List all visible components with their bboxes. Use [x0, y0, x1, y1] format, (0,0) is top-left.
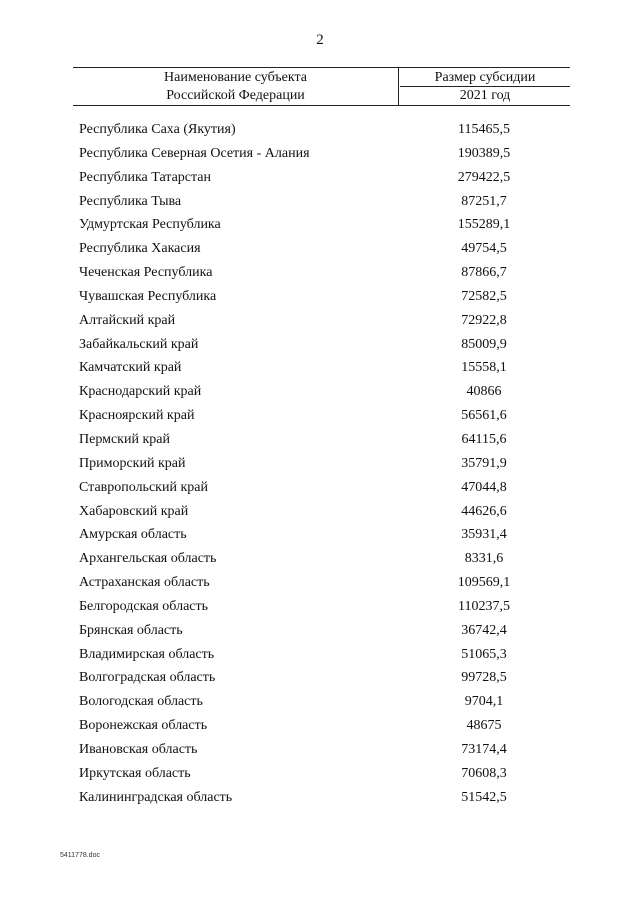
- region-name: Забайкальский край: [79, 336, 199, 352]
- table-row: [0, 192, 640, 216]
- subsidy-value: 47044,8: [461, 479, 507, 495]
- region-name: Ставропольский край: [79, 479, 208, 495]
- subsidy-value: 35931,4: [461, 527, 507, 543]
- table-row: [0, 263, 640, 287]
- subsidy-value: 64115,6: [461, 431, 507, 447]
- table-row: [0, 692, 640, 716]
- table-row: [0, 573, 640, 597]
- header-name-line1: Наименование субъекта: [164, 70, 307, 85]
- subsidy-value: 9704,1: [464, 694, 504, 710]
- table-row: [0, 382, 640, 406]
- subsidy-value: 279422,5: [457, 169, 511, 185]
- table-row: [0, 668, 640, 692]
- table-row: [0, 144, 640, 168]
- header-subsidy-line2: 2021 год: [459, 88, 511, 103]
- table-row: [0, 239, 640, 263]
- region-name: Республика Северная Осетия - Алания: [79, 145, 310, 161]
- subsidy-value: 87251,7: [461, 193, 507, 209]
- region-name: Владимирская область: [79, 646, 215, 662]
- subsidy-value: 155289,1: [457, 217, 511, 233]
- subsidy-value: 115465,5: [458, 122, 510, 137]
- subsidy-value: 110237,5: [458, 598, 510, 614]
- region-name: Вологодская область: [79, 694, 203, 710]
- region-name: Архангельская область: [79, 551, 217, 567]
- table-row: [0, 716, 640, 740]
- region-name: Алтайский край: [79, 312, 176, 328]
- header-name-line2: Российской Федерации: [166, 88, 305, 103]
- table-row: [0, 358, 640, 382]
- header-column-divider: [398, 67, 399, 105]
- table-row: [0, 120, 640, 144]
- subsidy-value: 56561,6: [461, 408, 507, 424]
- subsidy-value: 15558,1: [461, 360, 507, 376]
- region-name: Волгоградская область: [79, 670, 216, 686]
- subsidy-value: 49754,5: [461, 241, 507, 257]
- header-bottom-rule: [73, 105, 570, 106]
- subsidy-value: 99728,5: [461, 670, 507, 686]
- document-footer: 5411778.doc: [60, 852, 100, 859]
- table-body: [0, 120, 640, 811]
- subsidy-value: 40866: [466, 384, 502, 400]
- region-name: Белгородская область: [79, 598, 209, 614]
- region-name: Приморский край: [79, 455, 186, 471]
- region-name: Иркутская область: [79, 765, 191, 781]
- region-name: Хабаровский край: [79, 503, 189, 519]
- table-row: [0, 168, 640, 192]
- table-row: [0, 335, 640, 359]
- subsidy-value: 72582,5: [461, 288, 507, 304]
- table-row: [0, 525, 640, 549]
- subsidy-value: 87866,7: [461, 265, 507, 281]
- region-name: Чувашская Республика: [79, 288, 217, 304]
- header-subsidy-line1: Размер субсидии: [434, 70, 536, 85]
- region-name: Ивановская область: [79, 741, 198, 757]
- table-row: [0, 621, 640, 645]
- region-name: Брянская область: [79, 622, 183, 638]
- table-row: [0, 788, 640, 812]
- region-name: Республика Саха (Якутия): [79, 122, 236, 137]
- region-name: Пермский край: [79, 431, 170, 447]
- region-name: Калининградская область: [79, 789, 233, 805]
- subsidy-value: 109569,1: [457, 575, 511, 591]
- subsidy-value: 85009,9: [461, 336, 507, 352]
- region-name: Краснодарский край: [79, 384, 202, 400]
- table-row: [0, 478, 640, 502]
- region-name: Красноярский край: [79, 408, 195, 424]
- table-row: [0, 430, 640, 454]
- table-row: [0, 502, 640, 526]
- region-name: Камчатский край: [79, 360, 182, 376]
- region-name: Воронежская область: [79, 718, 208, 734]
- subsidy-value: 72922,8: [461, 312, 507, 328]
- region-name: Республика Хакасия: [79, 241, 201, 257]
- table-row: [0, 215, 640, 239]
- region-name: Республика Татарстан: [79, 169, 212, 185]
- subsidy-value: 70608,3: [461, 765, 507, 781]
- table-row: [0, 287, 640, 311]
- table-row: [0, 597, 640, 621]
- region-name: Республика Тыва: [79, 193, 182, 209]
- table-row: [0, 406, 640, 430]
- subsidy-value: 48675: [466, 718, 502, 734]
- table-row: [0, 645, 640, 669]
- table-row: [0, 549, 640, 573]
- table-row: [0, 454, 640, 478]
- table-row: [0, 764, 640, 788]
- table-row: [0, 311, 640, 335]
- region-name: Амурская область: [79, 527, 187, 543]
- subsidy-value: 73174,4: [461, 741, 507, 757]
- header-top-rule: [73, 67, 570, 68]
- subsidy-value: 51065,3: [461, 646, 507, 662]
- subsidy-value: 44626,6: [461, 503, 507, 519]
- page-number: 2: [316, 32, 324, 48]
- region-name: Чеченская Республика: [79, 265, 213, 281]
- region-name: Астраханская область: [79, 575, 210, 591]
- subsidy-value: 36742,4: [461, 622, 507, 638]
- table-row: [0, 740, 640, 764]
- subsidy-value: 8331,6: [464, 551, 504, 567]
- subsidy-value: 51542,5: [461, 789, 507, 805]
- subsidy-value: 35791,9: [461, 455, 507, 471]
- region-name: Удмуртская Республика: [79, 217, 221, 233]
- subsidy-value: 190389,5: [457, 145, 511, 161]
